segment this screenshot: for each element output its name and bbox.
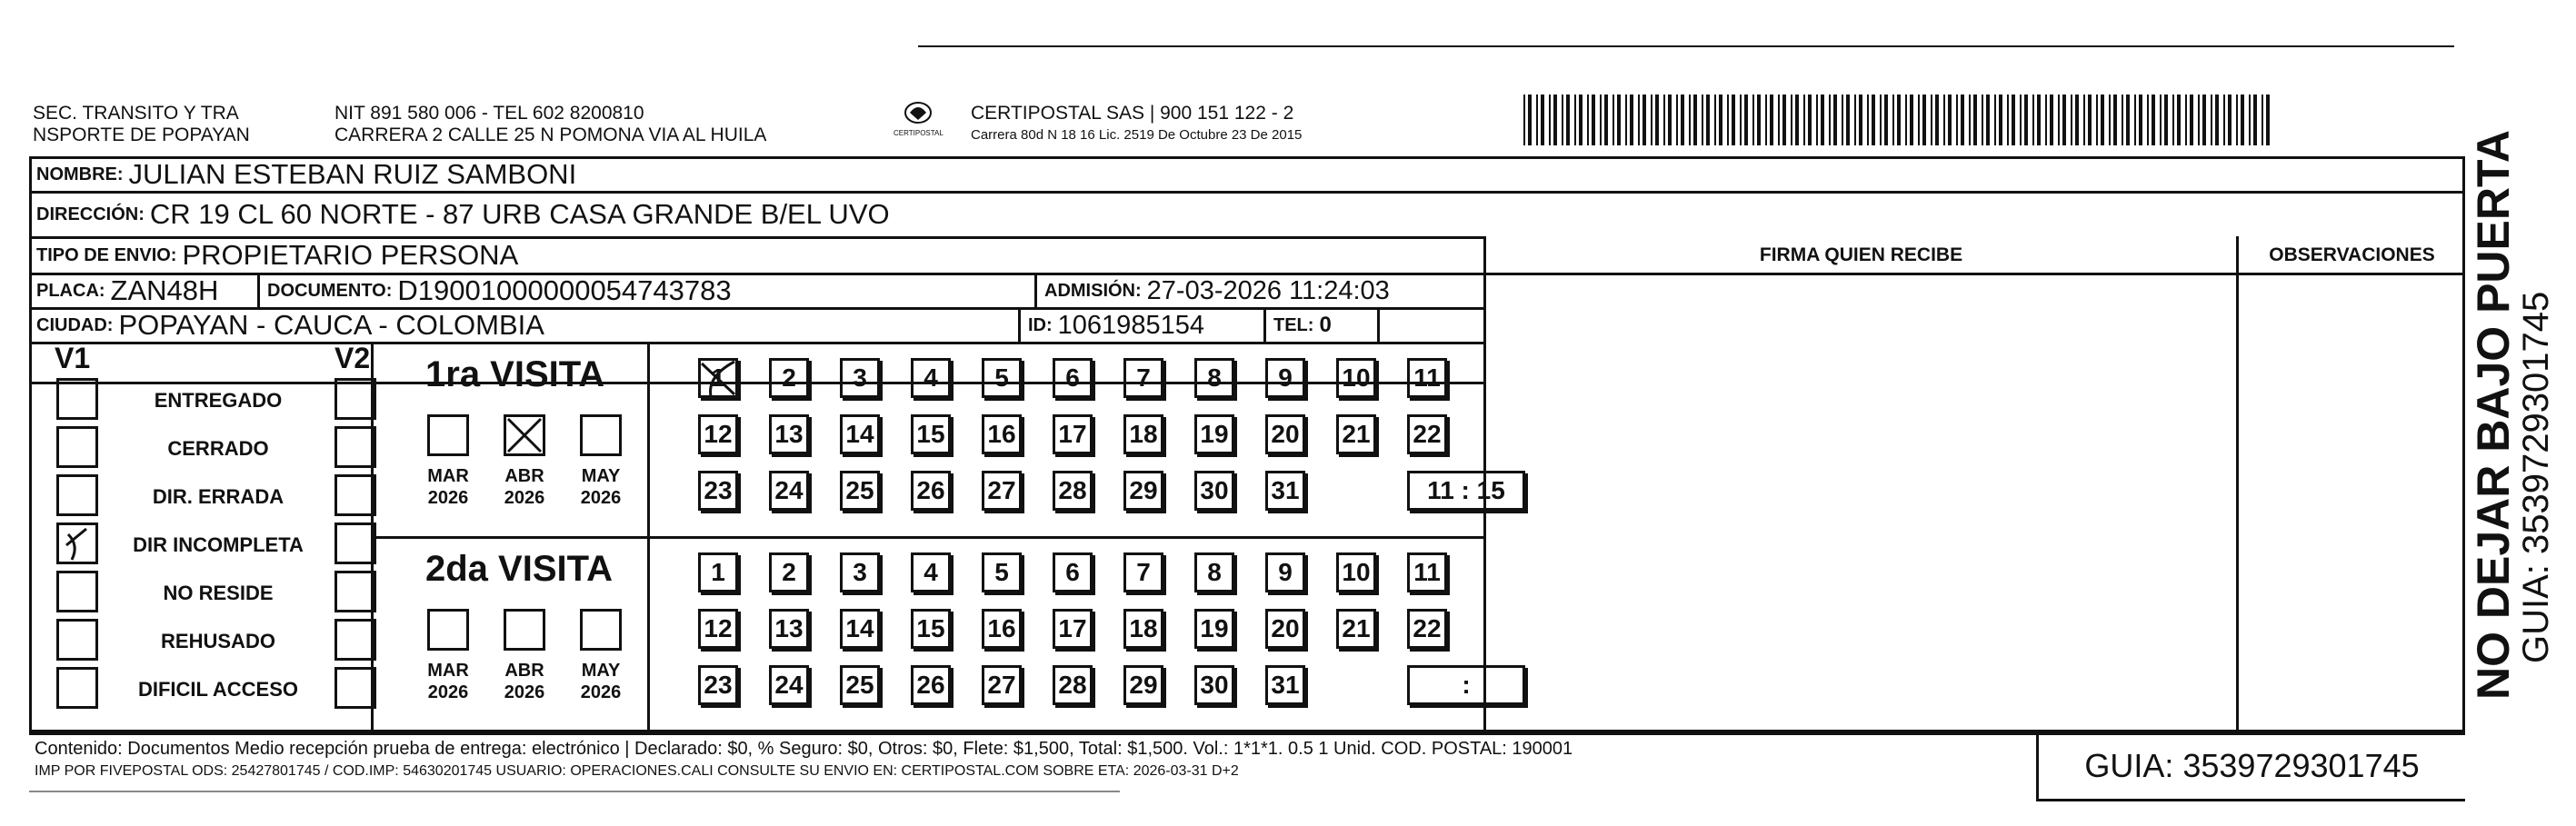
barcode-bar xyxy=(1986,95,1990,145)
barcode-bar xyxy=(1833,95,1837,145)
cell-tel xyxy=(1266,309,1375,342)
barcode-bar xyxy=(2024,95,2028,145)
barcode-bar xyxy=(2211,95,2212,145)
day-box[interactable]: 2 xyxy=(769,552,809,592)
barcode-bar xyxy=(1982,95,1983,145)
barcode-bar xyxy=(2215,95,2219,145)
day-box[interactable]: 29 xyxy=(1123,665,1163,705)
month-name: ABR xyxy=(504,661,544,681)
day-box[interactable]: 1 xyxy=(698,552,738,592)
v2-checkbox[interactable] xyxy=(334,522,376,564)
certipostal-logo xyxy=(877,96,959,147)
barcode-bar xyxy=(1553,95,1557,145)
v1-checkbox[interactable] xyxy=(56,522,98,564)
barcode-bar xyxy=(2122,95,2123,145)
day-box[interactable]: 3 xyxy=(840,358,880,398)
barcode-bar xyxy=(1842,95,1843,145)
day-box[interactable]: 19 xyxy=(1194,414,1234,454)
footer-guia: GUIA: 3539729301745 xyxy=(2039,732,2465,801)
day-box[interactable]: 4 xyxy=(911,358,951,398)
month-label xyxy=(420,660,476,703)
courier-license: Carrera 80d N 18 16 Lic. 2519 De Octubre 23 De 2015 xyxy=(971,127,1303,143)
day-box[interactable]: 26 xyxy=(911,471,951,511)
barcode-bar xyxy=(2050,95,2053,145)
v2-checkbox[interactable] xyxy=(334,667,376,709)
footer-contenido: Contenido: Documentos Medio recepción prueba de entrega: electrónico | Declarado: $0, % Seguro: $0, Otros: $0, Flete: $1,500, Total: $1,500. Vol.: 1*1*1. 0.5 1 Unid. COD. POSTAL: 190001 xyxy=(35,739,1573,759)
barcode-bar xyxy=(2223,95,2225,145)
day-box[interactable]: 28 xyxy=(1053,471,1093,511)
barcode-bar xyxy=(2190,95,2193,145)
barcode-bar xyxy=(1562,95,1563,145)
courier-name: CERTIPOSTAL SAS | 900 151 122 - 2 xyxy=(971,103,1294,124)
v2-checkbox[interactable] xyxy=(334,571,376,612)
cell-admision xyxy=(1037,274,1483,307)
day-box[interactable]: 8 xyxy=(1194,358,1234,398)
v1-checkbox[interactable] xyxy=(56,474,98,516)
barcode-bar xyxy=(1973,95,1977,145)
barcode-bar xyxy=(2012,95,2015,145)
day-box[interactable]: 16 xyxy=(982,414,1022,454)
barcode-bar xyxy=(2113,95,2117,145)
admision-label: ADMISIÓN: xyxy=(1044,280,1142,301)
day-box[interactable]: 23 xyxy=(698,471,738,511)
barcode-bar xyxy=(1727,95,1729,145)
day-box[interactable]: 17 xyxy=(1053,609,1093,649)
day-box[interactable]: 11 xyxy=(1407,552,1447,592)
barcode-bar xyxy=(2236,95,2238,145)
barcode-bar xyxy=(1910,95,1913,145)
day-box[interactable]: 20 xyxy=(1265,414,1305,454)
visit2-title: 2da VISITA xyxy=(425,549,613,589)
month-name: MAY xyxy=(581,466,621,486)
barcode-bar xyxy=(2075,95,2079,145)
months-section-border xyxy=(647,342,650,732)
tel-end-divider xyxy=(1377,307,1380,342)
barcode-bar xyxy=(1706,95,1710,145)
direccion-label: DIRECCIÓN: xyxy=(36,204,145,224)
footer-faint-rule xyxy=(29,791,1120,792)
barcode-bar xyxy=(1579,95,1583,145)
time-box[interactable]: : xyxy=(1407,665,1525,705)
v2-checkbox[interactable] xyxy=(334,426,376,468)
day-box[interactable]: 9 xyxy=(1265,358,1305,398)
day-box[interactable]: 8 xyxy=(1194,552,1234,592)
day-box[interactable]: 17 xyxy=(1053,414,1093,454)
barcode-bar xyxy=(1803,95,1805,145)
day-box[interactable]: 15 xyxy=(911,609,951,649)
barcode-bar xyxy=(1604,95,1608,145)
cell-id xyxy=(1021,309,1266,342)
barcode-bar xyxy=(1668,95,1672,145)
v2-checkbox[interactable] xyxy=(334,619,376,661)
day-box[interactable]: 11 xyxy=(1407,358,1447,398)
month-label xyxy=(573,465,629,509)
barcode-bar xyxy=(1969,95,1971,145)
tel-value: 0 xyxy=(1319,313,1332,337)
barcode-bar xyxy=(1612,95,1614,145)
month-checkbox[interactable] xyxy=(427,609,469,651)
month-year: 2026 xyxy=(580,488,622,508)
day-box[interactable]: 29 xyxy=(1123,471,1163,511)
day-box[interactable]: 22 xyxy=(1407,414,1447,454)
id-value: 1061985154 xyxy=(1057,310,1204,340)
barcode-bar xyxy=(2088,95,2092,145)
status-label: DIR. ERRADA xyxy=(152,485,285,508)
barcode-bar xyxy=(2177,95,2181,145)
barcode-bar xyxy=(1655,95,1659,145)
issuer-line-2: NSPORTE DE POPAYAN xyxy=(33,124,250,145)
month-year: 2026 xyxy=(427,488,469,508)
barcode-bar xyxy=(1693,95,1697,145)
barcode-bar xyxy=(1630,95,1633,145)
day-box[interactable]: 10 xyxy=(1336,552,1376,592)
day-box[interactable]: 30 xyxy=(1194,665,1234,705)
day-box[interactable]: 13 xyxy=(769,414,809,454)
month-year: 2026 xyxy=(580,682,622,702)
day-box[interactable]: 1 xyxy=(698,358,738,398)
month-label xyxy=(496,465,553,509)
barcode-bar xyxy=(1765,95,1767,145)
barcode-bar xyxy=(1549,95,1551,145)
status-label: DIR INCOMPLETA xyxy=(133,533,304,556)
barcode-bar xyxy=(1752,95,1754,145)
month-checkbox[interactable] xyxy=(580,414,622,456)
day-box[interactable]: 5 xyxy=(982,552,1022,592)
barcode xyxy=(1523,95,2278,145)
day-box[interactable]: 12 xyxy=(698,414,738,454)
barcode-bar xyxy=(2045,95,2047,145)
row-tipo xyxy=(29,238,1483,273)
barcode-bar xyxy=(2172,95,2174,145)
month-checkbox[interactable] xyxy=(504,609,545,651)
barcode-bar xyxy=(2007,95,2009,145)
barcode-bar xyxy=(1732,95,1735,145)
day-box[interactable]: 6 xyxy=(1053,552,1093,592)
barcode-bar xyxy=(1808,95,1812,145)
day-box[interactable]: 16 xyxy=(982,609,1022,649)
status-label: NO RESIDE xyxy=(163,582,274,604)
day-box[interactable]: 23 xyxy=(698,665,738,705)
barcode-bar xyxy=(1740,95,1742,145)
row-direccion xyxy=(29,193,1483,236)
barcode-bar xyxy=(1816,95,1818,145)
barcode-bar xyxy=(1587,95,1589,145)
barcode-bar xyxy=(1600,95,1602,145)
barcode-bar xyxy=(1617,95,1621,145)
barcode-bar xyxy=(2198,95,2200,145)
placa-label: PLACA: xyxy=(36,280,105,301)
barcode-bar xyxy=(1884,95,1888,145)
barcode-bar xyxy=(2241,95,2244,145)
day-box[interactable]: 24 xyxy=(769,471,809,511)
barcode-bar xyxy=(1651,95,1652,145)
day-box[interactable]: 25 xyxy=(840,471,880,511)
day-box[interactable]: 21 xyxy=(1336,609,1376,649)
barcode-bar xyxy=(1638,95,1640,145)
address-line: CARRERA 2 CALLE 25 N POMONA VIA AL HUILA xyxy=(334,124,767,145)
barcode-bar xyxy=(1791,95,1792,145)
barcode-bar xyxy=(2020,95,2022,145)
status-label: CERRADO xyxy=(167,437,269,460)
barcode-bar xyxy=(1892,95,1894,145)
logo-text: CERTIPOSTAL xyxy=(894,129,944,137)
day-box[interactable]: 27 xyxy=(982,471,1022,511)
day-box[interactable]: 10 xyxy=(1336,358,1376,398)
day-box[interactable]: 30 xyxy=(1194,471,1234,511)
month-checkbox[interactable] xyxy=(580,609,622,651)
top-rule xyxy=(918,45,2454,47)
barcode-bar xyxy=(1918,95,1920,145)
day-box[interactable]: 31 xyxy=(1265,471,1305,511)
barcode-bar xyxy=(1566,95,1570,145)
cell-placa xyxy=(29,274,265,307)
documento-value: D19001000000054743783 xyxy=(397,274,732,306)
row-nombre xyxy=(29,156,1483,193)
barcode-bar xyxy=(1592,95,1595,145)
day-box[interactable]: 7 xyxy=(1123,552,1163,592)
day-box[interactable]: 12 xyxy=(698,609,738,649)
direccion-value: CR 19 CL 60 NORTE - 87 URB CASA GRANDE B/EL UVO xyxy=(149,198,890,230)
barcode-bar xyxy=(1956,95,1958,145)
day-box[interactable]: 2 xyxy=(769,358,809,398)
barcode-bar xyxy=(1829,95,1831,145)
day-mark xyxy=(698,358,740,404)
barcode-bar xyxy=(1897,95,1901,145)
barcode-bar xyxy=(1905,95,1907,145)
barcode-bar xyxy=(1778,95,1780,145)
day-box[interactable]: 22 xyxy=(1407,609,1447,649)
nombre-label: NOMBRE: xyxy=(36,164,124,184)
day-box[interactable]: 26 xyxy=(911,665,951,705)
barcode-bar xyxy=(1867,95,1869,145)
barcode-bar xyxy=(1574,95,1576,145)
nombre-value: JULIAN ESTEBAN RUIZ SAMBONI xyxy=(128,158,577,190)
barcode-bar xyxy=(1994,95,1996,145)
issuer-line-1: SEC. TRANSITO Y TRA xyxy=(33,103,239,124)
status-label: REHUSADO xyxy=(161,630,275,652)
day-box[interactable]: 19 xyxy=(1194,609,1234,649)
barcode-bar xyxy=(1541,95,1544,145)
month-name: ABR xyxy=(504,466,544,486)
month-name: MAY xyxy=(581,661,621,681)
barcode-bar xyxy=(1846,95,1850,145)
month-label xyxy=(420,465,476,509)
barcode-bar xyxy=(1999,95,2002,145)
barcode-bar xyxy=(1859,95,1862,145)
barcode-bar xyxy=(1523,95,1525,145)
barcode-bar xyxy=(1642,95,1646,145)
day-box[interactable]: 5 xyxy=(982,358,1022,398)
barcode-bar xyxy=(1757,95,1761,145)
barcode-bar xyxy=(2147,95,2149,145)
status-label: DIFICIL ACCESO xyxy=(137,678,298,701)
side-warning: NO DEJAR BAJO PUERTA xyxy=(2468,130,2519,700)
day-box[interactable]: 31 xyxy=(1265,665,1305,705)
barcode-bar xyxy=(1744,95,1748,145)
barcode-bar xyxy=(2202,95,2206,145)
row-sep-visits xyxy=(371,536,1483,539)
barcode-bar xyxy=(1961,95,1964,145)
barcode-bar xyxy=(1689,95,1691,145)
barcode-bar xyxy=(1821,95,1824,145)
month-name: MAR xyxy=(427,661,469,681)
month-name: MAR xyxy=(427,466,469,486)
day-box[interactable]: 9 xyxy=(1265,552,1305,592)
barcode-bar xyxy=(2266,95,2270,145)
day-box[interactable]: 14 xyxy=(840,414,880,454)
side-guia: GUIA: 3539729301745 xyxy=(2516,291,2556,663)
barcode-bar xyxy=(2096,95,2098,145)
v1-checkbox[interactable] xyxy=(56,619,98,661)
month-year: 2026 xyxy=(504,488,545,508)
barcode-bar xyxy=(2032,95,2034,145)
day-box[interactable]: 20 xyxy=(1265,609,1305,649)
v2-heading: V2 xyxy=(334,342,371,374)
barcode-bar xyxy=(2261,95,2263,145)
ciudad-label: CIUDAD: xyxy=(36,314,114,335)
observaciones-header: OBSERVACIONES xyxy=(2269,244,2435,265)
documento-label: DOCUMENTO: xyxy=(267,280,393,301)
barcode-bar xyxy=(1854,95,1856,145)
barcode-bar xyxy=(2152,95,2155,145)
barcode-bar xyxy=(2164,95,2168,145)
nit-line: NIT 891 580 006 - TEL 602 8200810 xyxy=(334,103,644,124)
barcode-bar xyxy=(2109,95,2111,145)
barcode-bar xyxy=(2058,95,2060,145)
firma-header: FIRMA QUIEN RECIBE xyxy=(1759,244,1963,265)
barcode-bar xyxy=(1922,95,1926,145)
month-year: 2026 xyxy=(504,682,545,702)
day-box[interactable]: 6 xyxy=(1053,358,1093,398)
barcode-bar xyxy=(2126,95,2130,145)
time-box[interactable]: 11 : 15 xyxy=(1407,471,1525,511)
month-label xyxy=(496,660,553,703)
tipo-value: PROPIETARIO PERSONA xyxy=(182,239,519,271)
barcode-bar xyxy=(1782,95,1786,145)
barcode-bar xyxy=(1931,95,1932,145)
day-box[interactable]: 15 xyxy=(911,414,951,454)
barcode-bar xyxy=(1880,95,1882,145)
month-checkbox[interactable] xyxy=(504,414,545,456)
month-checkbox[interactable] xyxy=(427,414,469,456)
barcode-bar xyxy=(2253,95,2257,145)
barcode-bar xyxy=(1536,95,1538,145)
month-year: 2026 xyxy=(427,682,469,702)
day-box[interactable]: 13 xyxy=(769,609,809,649)
placa-value: ZAN48H xyxy=(110,274,219,306)
v2-checkbox[interactable] xyxy=(334,474,376,516)
barcode-bar xyxy=(1719,95,1722,145)
day-box[interactable]: 24 xyxy=(769,665,809,705)
id-label: ID: xyxy=(1028,314,1053,335)
barcode-bar xyxy=(1770,95,1773,145)
v1-checkbox[interactable] xyxy=(56,667,98,709)
v1-checkbox[interactable] xyxy=(56,571,98,612)
barcode-bar xyxy=(1943,95,1945,145)
barcode-bar xyxy=(1935,95,1939,145)
day-box[interactable]: 25 xyxy=(840,665,880,705)
barcode-bar xyxy=(2071,95,2072,145)
barcode-bar xyxy=(2139,95,2142,145)
day-box[interactable]: 7 xyxy=(1123,358,1163,398)
barcode-bar xyxy=(2185,95,2187,145)
tipo-label: TIPO DE ENVIO: xyxy=(36,244,177,265)
barcode-bar xyxy=(1948,95,1952,145)
barcode-bar xyxy=(1795,95,1799,145)
barcode-bar xyxy=(2160,95,2162,145)
tel-label: TEL: xyxy=(1273,314,1314,335)
barcode-bar xyxy=(1681,95,1684,145)
barcode-bar xyxy=(2134,95,2136,145)
barcode-bar xyxy=(1714,95,1716,145)
barcode-bar xyxy=(1872,95,1875,145)
day-box[interactable]: 14 xyxy=(840,609,880,649)
cell-documento xyxy=(260,274,1042,307)
day-box[interactable]: 4 xyxy=(911,552,951,592)
barcode-bar xyxy=(1663,95,1665,145)
barcode-bar xyxy=(2062,95,2066,145)
day-box[interactable]: 18 xyxy=(1123,609,1163,649)
v1-checkbox[interactable] xyxy=(56,426,98,468)
day-box[interactable]: 27 xyxy=(982,665,1022,705)
barcode-bar xyxy=(2249,95,2251,145)
barcode-bar xyxy=(2101,95,2104,145)
visit1-title: 1ra VISITA xyxy=(425,354,605,394)
v1-heading: V1 xyxy=(55,342,91,374)
day-box[interactable]: 28 xyxy=(1053,665,1093,705)
day-box[interactable]: 21 xyxy=(1336,414,1376,454)
barcode-bar xyxy=(1702,95,1703,145)
barcode-bar xyxy=(1625,95,1627,145)
row-sep-5 xyxy=(29,342,1483,344)
barcode-bar xyxy=(2037,95,2041,145)
v2-checkbox[interactable] xyxy=(334,378,376,420)
day-box[interactable]: 18 xyxy=(1123,414,1163,454)
v1-checkbox[interactable] xyxy=(56,378,98,420)
ciudad-value: POPAYAN - CAUCA - COLOMBIA xyxy=(118,309,544,341)
month-label xyxy=(573,660,629,703)
cell-ciudad xyxy=(29,309,1011,342)
barcode-bar xyxy=(2083,95,2085,145)
admision-value: 27-03-2026 11:24:03 xyxy=(1146,275,1390,305)
barcode-bar xyxy=(1676,95,1678,145)
day-box[interactable]: 3 xyxy=(840,552,880,592)
barcode-bar xyxy=(1528,95,1532,145)
obs-left-border xyxy=(2236,236,2239,732)
barcode-bar xyxy=(2228,95,2232,145)
status-label: ENTREGADO xyxy=(154,389,283,412)
footer-imp: IMP POR FIVEPOSTAL ODS: 25427801745 / COD.IMP: 54630201745 USUARIO: OPERACIONES.CALI CONSULTE SU ENVIO EN: CERTIPOSTAL.COM SOBRE ETA: 2026-03-31 D+2 xyxy=(35,763,1239,779)
